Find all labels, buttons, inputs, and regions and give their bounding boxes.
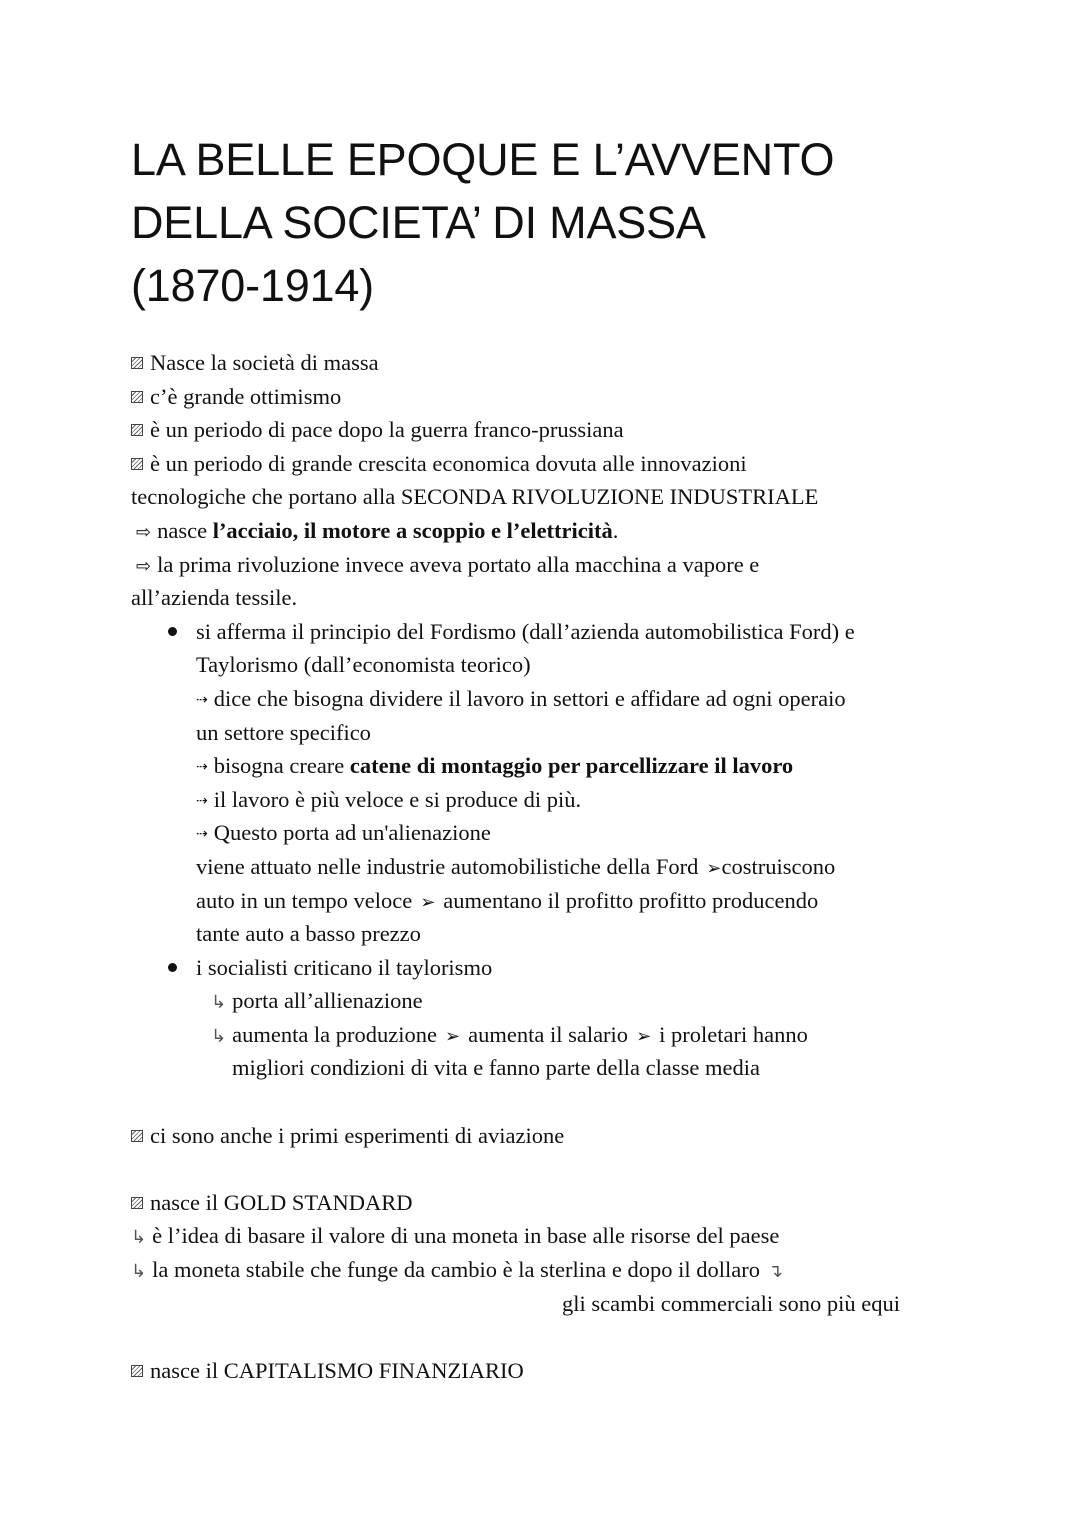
dashed-arrow-icon: ⇢	[196, 691, 208, 708]
dashed-arrow-icon: ⇢	[196, 826, 208, 843]
dash-item: ⇢ il lavoro è più veloce e si produce di più.	[196, 786, 582, 812]
dash-item-continuation: un settore specifico	[196, 719, 371, 745]
list-item: c’è grande ottimismo	[131, 380, 1080, 414]
arrowhead-icon: ➢	[420, 891, 436, 913]
arrow-item: ⇨ la prima rivoluzione invece aveva portato alla macchina a vapore e	[136, 551, 760, 577]
hatched-square-icon	[131, 357, 143, 369]
arrowhead-icon: ➢	[706, 857, 722, 879]
hatched-square-icon	[131, 458, 143, 470]
down-right-arrow-icon: ↳	[131, 1261, 147, 1283]
dash-item: ⇢ Questo porta ad un'alienazione	[196, 820, 491, 846]
list-item: è un periodo di pace dopo la guerra franco-prussiana	[131, 413, 1080, 447]
sub-item-continuation: migliori condizioni di vita e fanno parte della classe media	[232, 1055, 760, 1081]
bullet-icon	[168, 627, 177, 636]
title-line-2: DELLA SOCIETA’ DI MASSA	[131, 197, 706, 248]
bullet-item: i socialisti criticano il taylorismo	[196, 951, 1080, 985]
dash-item: ⇢ dice che bisogna dividere il lavoro in settori e affidare ad ogni operaio	[196, 685, 846, 711]
hatched-square-icon	[131, 1365, 143, 1377]
list-item-continuation: tecnologiche che portano alla SECONDA RIVOLUZIONE INDUSTRIALE	[131, 484, 819, 510]
down-right-arrow-icon: ↳	[131, 1227, 147, 1249]
sub-item: ↳ porta all’allienazione	[211, 988, 423, 1014]
hatched-square-icon	[131, 1197, 143, 1209]
page-title	[131, 128, 1011, 317]
bullet-icon	[168, 963, 177, 972]
dashed-arrow-icon: ⇢	[196, 792, 208, 809]
list-item: nasce il CAPITALISMO FINANZIARIO	[131, 1354, 1080, 1388]
right-arrow-icon: ⇨	[136, 555, 152, 577]
dashed-arrow-icon: ⇢	[196, 759, 208, 776]
down-right-arrow-icon: ↳	[211, 1025, 227, 1047]
list-item: Nasce la società di massa	[131, 346, 1080, 380]
list-item: nasce il GOLD STANDARD	[131, 1186, 1080, 1220]
title-line-3: (1870-1914)	[131, 260, 374, 311]
arrowhead-icon: ➢	[636, 1025, 652, 1047]
sub-item: ↳ la moneta stabile che funge da cambio è la sterlina e dopo il dollaro ↴	[131, 1257, 784, 1283]
sub-item: ↳ aumenta la produzione ➢ aumenta il salario ➢ i proletari hanno	[211, 1021, 808, 1047]
sub-item: ↳ è l’idea di basare il valore di una moneta in base alle risorse del paese	[131, 1223, 780, 1249]
arrow-item-continuation: all’azienda tessile.	[131, 585, 298, 611]
text-line: viene attuato nelle industrie automobilistiche della Ford ➢costruiscono	[196, 853, 836, 879]
arrow-item: ⇨ nasce l’acciaio, il motore a scoppio e l’elettricità.	[136, 517, 619, 543]
title-line-1: LA BELLE EPOQUE E L’AVVENTO	[131, 134, 835, 185]
bullet-item-continuation: Taylorismo (dall’economista teorico)	[196, 652, 531, 678]
arrowhead-icon: ➢	[445, 1025, 461, 1047]
down-left-arrow-icon: ↴	[768, 1261, 784, 1283]
bullet-item: si afferma il principio del Fordismo (dall’azienda automobilistica Ford) e	[196, 615, 1080, 649]
down-right-arrow-icon: ↳	[211, 992, 227, 1014]
text-line: auto in un tempo veloce ➢ aumentano il profitto profitto producendo	[196, 887, 819, 913]
hatched-square-icon	[131, 424, 143, 436]
text-line: tante auto a basso prezzo	[196, 921, 421, 947]
hatched-square-icon	[131, 1130, 143, 1142]
right-arrow-icon: ⇨	[136, 521, 152, 543]
dash-item: ⇢ bisogna creare catene di montaggio per parcellizzare il lavoro	[196, 753, 794, 779]
notes-body	[0, 346, 1080, 1387]
text-line: gli scambi commerciali sono più equi	[562, 1290, 901, 1316]
hatched-square-icon	[131, 391, 143, 403]
list-item: ci sono anche i primi esperimenti di aviazione	[131, 1119, 1080, 1153]
list-item: è un periodo di grande crescita economica dovuta alle innovazioni	[131, 447, 1080, 481]
